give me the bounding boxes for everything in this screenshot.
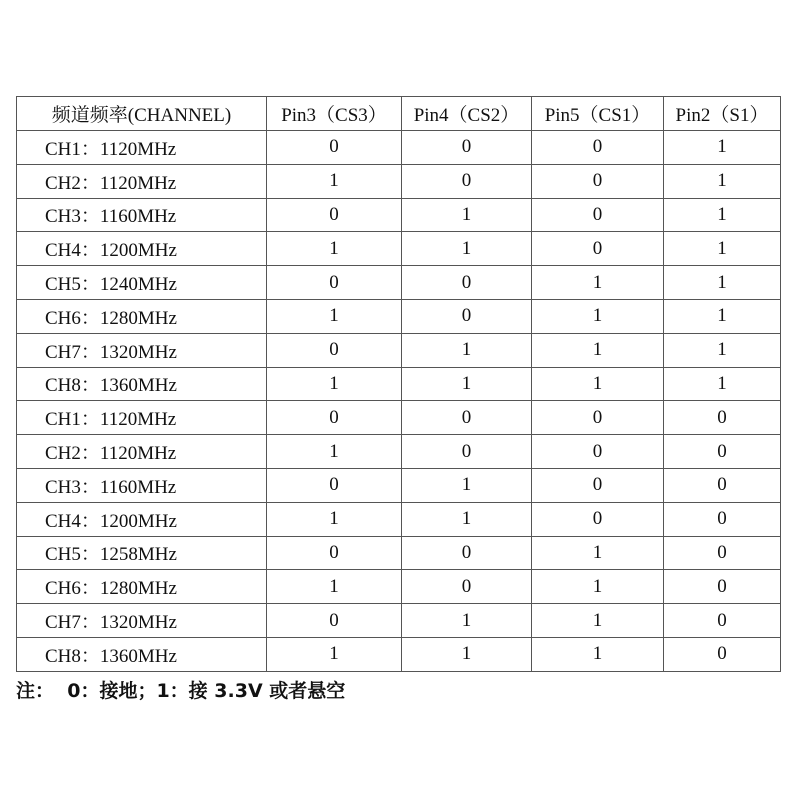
cell-pin3: 0 (267, 333, 402, 367)
cell-pin3: 0 (267, 198, 402, 232)
table-row (17, 570, 781, 604)
cell-pin5: 0 (532, 198, 664, 232)
table-row (17, 198, 781, 232)
cell-pin5: 0 (532, 232, 664, 266)
table-row (17, 468, 781, 502)
cell-channel-frequency: CH5：1258MHz (17, 536, 267, 570)
cell-pin5: 1 (532, 637, 664, 671)
table-row (17, 367, 781, 401)
cell-pin3: 0 (267, 266, 402, 300)
cell-channel-frequency: CH8：1360MHz (17, 637, 267, 671)
cell-pin5: 1 (532, 299, 664, 333)
cell-pin2: 0 (664, 502, 781, 536)
table-row (17, 333, 781, 367)
cell-pin3: 0 (267, 604, 402, 638)
cell-pin3: 0 (267, 401, 402, 435)
table-row (17, 266, 781, 300)
footnote-text: 注： 0：接地；1：接 3.3V 或者悬空 (16, 680, 346, 702)
cell-pin3: 1 (267, 435, 402, 469)
cell-channel-frequency: CH4：1200MHz (17, 232, 267, 266)
table-row (17, 232, 781, 266)
cell-pin4: 0 (402, 536, 532, 570)
header-pin5: Pin5（CS1） (532, 97, 664, 131)
table-row (17, 637, 781, 671)
cell-pin3: 1 (267, 164, 402, 198)
cell-channel-frequency: CH5：1240MHz (17, 266, 267, 300)
table-row (17, 401, 781, 435)
cell-pin4: 1 (402, 604, 532, 638)
cell-pin3: 1 (267, 367, 402, 401)
cell-channel-frequency: CH2：1120MHz (17, 164, 267, 198)
cell-pin3: 1 (267, 570, 402, 604)
cell-pin2: 1 (664, 266, 781, 300)
cell-pin2: 1 (664, 232, 781, 266)
table-row (17, 604, 781, 638)
cell-pin4: 0 (402, 570, 532, 604)
channel-table-container (16, 96, 780, 672)
table-row (17, 536, 781, 570)
cell-pin5: 1 (532, 570, 664, 604)
cell-pin2: 0 (664, 536, 781, 570)
cell-pin3: 1 (267, 502, 402, 536)
cell-pin2: 1 (664, 131, 781, 165)
cell-pin5: 0 (532, 164, 664, 198)
cell-pin5: 0 (532, 468, 664, 502)
cell-pin5: 1 (532, 333, 664, 367)
cell-pin2: 1 (664, 198, 781, 232)
cell-pin2: 1 (664, 333, 781, 367)
header-channel-frequency: 频道频率(CHANNEL) (17, 97, 267, 131)
cell-pin5: 0 (532, 401, 664, 435)
cell-pin3: 0 (267, 536, 402, 570)
cell-channel-frequency: CH7：1320MHz (17, 333, 267, 367)
cell-channel-frequency: CH7：1320MHz (17, 604, 267, 638)
cell-channel-frequency: CH6：1280MHz (17, 570, 267, 604)
cell-channel-frequency: CH3：1160MHz (17, 198, 267, 232)
cell-pin2: 1 (664, 299, 781, 333)
cell-pin5: 0 (532, 435, 664, 469)
cell-channel-frequency: CH4：1200MHz (17, 502, 267, 536)
cell-pin4: 1 (402, 468, 532, 502)
table-row (17, 435, 781, 469)
cell-pin4: 1 (402, 502, 532, 536)
cell-channel-frequency: CH8：1360MHz (17, 367, 267, 401)
cell-channel-frequency: CH3：1160MHz (17, 468, 267, 502)
cell-pin3: 1 (267, 299, 402, 333)
cell-pin5: 1 (532, 536, 664, 570)
cell-pin4: 1 (402, 333, 532, 367)
cell-pin4: 0 (402, 401, 532, 435)
cell-channel-frequency: CH2：1120MHz (17, 435, 267, 469)
table-body (17, 131, 781, 672)
cell-pin3: 0 (267, 131, 402, 165)
cell-pin3: 1 (267, 232, 402, 266)
cell-pin4: 1 (402, 232, 532, 266)
cell-pin2: 0 (664, 401, 781, 435)
cell-pin5: 0 (532, 131, 664, 165)
cell-pin3: 1 (267, 637, 402, 671)
channel-pin-table (16, 96, 781, 672)
cell-pin5: 1 (532, 266, 664, 300)
header-pin4: Pin4（CS2） (402, 97, 532, 131)
cell-pin5: 0 (532, 502, 664, 536)
table-row (17, 502, 781, 536)
cell-pin4: 0 (402, 435, 532, 469)
cell-pin2: 0 (664, 570, 781, 604)
header-pin2: Pin2（S1） (664, 97, 781, 131)
cell-pin2: 0 (664, 468, 781, 502)
cell-channel-frequency: CH1：1120MHz (17, 131, 267, 165)
cell-pin4: 1 (402, 367, 532, 401)
cell-pin4: 0 (402, 266, 532, 300)
cell-pin3: 0 (267, 468, 402, 502)
cell-pin5: 1 (532, 604, 664, 638)
cell-pin4: 1 (402, 198, 532, 232)
cell-pin2: 1 (664, 164, 781, 198)
cell-pin4: 0 (402, 299, 532, 333)
table-row (17, 131, 781, 165)
table-header-row (17, 97, 781, 131)
table-row (17, 164, 781, 198)
cell-pin2: 0 (664, 604, 781, 638)
cell-pin4: 0 (402, 131, 532, 165)
header-pin3: Pin3（CS3） (267, 97, 402, 131)
cell-pin5: 1 (532, 367, 664, 401)
cell-pin2: 0 (664, 435, 781, 469)
cell-pin4: 0 (402, 164, 532, 198)
cell-channel-frequency: CH6：1280MHz (17, 299, 267, 333)
table-row (17, 299, 781, 333)
cell-pin2: 0 (664, 637, 781, 671)
cell-pin4: 1 (402, 637, 532, 671)
cell-channel-frequency: CH1：1120MHz (17, 401, 267, 435)
cell-pin2: 1 (664, 367, 781, 401)
